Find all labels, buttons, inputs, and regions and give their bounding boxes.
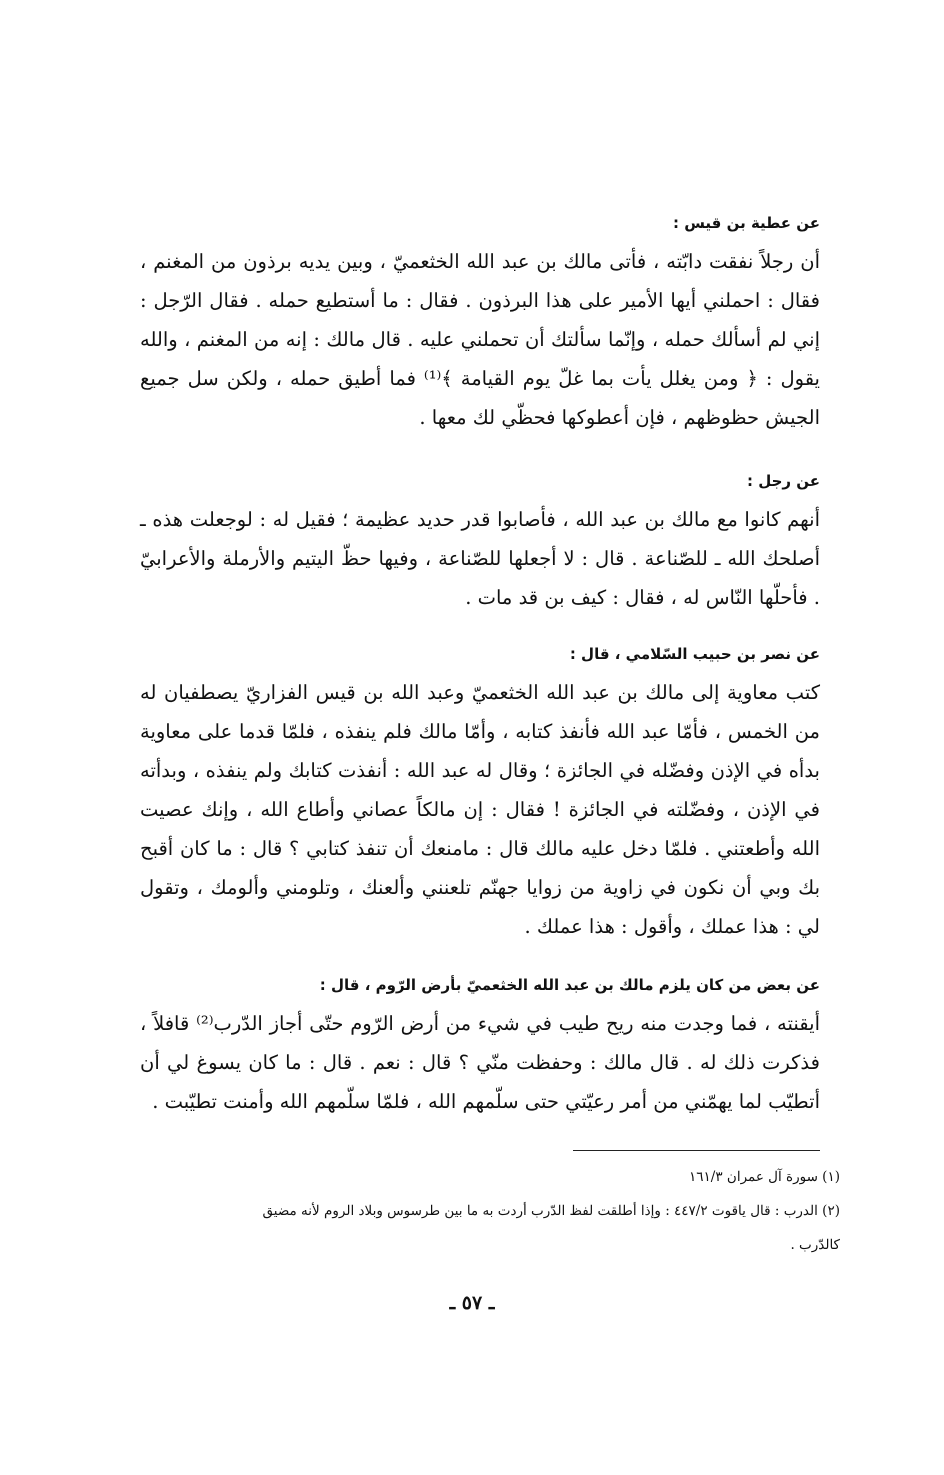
- section-heading: عن رجل :: [746, 472, 820, 490]
- section-heading: عن بعض من كان يلزم مالك بن عبد الله الخثعميّ بأرض الرّوم ، قال :: [319, 976, 820, 994]
- section-1: [140, 212, 820, 437]
- section-text: أن رجلاً نفقت دابّته ، فأتى مالك بن عبد الله الخثعميّ ، وبين يديه برذون من المغنم ، فقال : احملني أيها الأمير على هذا البرذون . فقال : ما أستطيع حمله . فقال الرّجل : إني لم أسألك حمله ، وإنّما سألتك أن تحملني عليه . قال مالك : إنه من المغنم ، والله يقول : ﴿ ومن يغلل يأت بما غلّ يوم القيامة ﴾⁽¹⁾ فما أطيق حمله ، ولكن سل جميع الجيش حظوظهم ، فإن أعطوكها فحظّي لك معها .: [140, 250, 820, 429]
- section-text: أيقنته ، فما وجدت منه ريح طيب في شيء من أرض الرّوم حتّى أجاز الدّرب⁽²⁾ قافلاً ، فذكرت ذلك له . قال مالك : وحفظت منّي ؟ قال : نعم . قال : ما كان يسوغ لي أن أتطيّب لما يهمّني من أمر رعيّتي حتى سلّمهم الله ، فلمّا سلّمهم الله وأمنت تطيّبت .: [140, 1012, 820, 1113]
- footnote: (١) سورة آل عمران ١٦١/٣: [689, 1169, 840, 1185]
- footnote: (٢) الدرب : قال ياقوت ٤٤٧/٢ : وإذا أطلقت لفظ الدّرب أردت به ما بين طرسوس وبلاد الروم لأنه مضيق: [262, 1203, 840, 1219]
- footnotes: [140, 1160, 840, 1262]
- section-heading: عن عطية بن قيس :: [673, 214, 820, 232]
- section-text: كتب معاوية إلى مالك بن عبد الله الخثعميّ وعبد الله بن قيس الفزاريّ يصطفيان له من الخمس ، فأمّا عبد الله فأنفذ كتابه ، وأمّا مالك فلم ينفذه ، فلمّا قدما على معاوية بدأه في الإذن وفضّله في الجائزة ؛ وقال له عبد الله : أنفذت كتابك ولم ينفذه ، وبدأته في الإذن ، وفضّلته في الجائزة ! فقال : إن مالكاً عصاني وأطاع الله ، وإنك عصيت الله وأطعتني . فلمّا دخل عليه مالك قال : مامنعك أن تنفذ كتابي ؟ قال : ما كان أقبح بك وبي أن نكون في زاوية من زوايا جهنّم تلعنني وألعنك ، وتلومني وألومك ، وتقول لي : هذا عملك ، وأقول : هذا عملك .: [140, 681, 820, 938]
- section-text: أنهم كانوا مع مالك بن عبد الله ، فأصابوا قدر حديد عظيمة ؛ فقيل له : لوجعلت هذه ـ أصلحك الله ـ للصّناعة . قال : لا أجعلها للصّناعة ، وفيها حظّ اليتيم والأرملة والأعرابيّ . فأحلّها النّاس له ، فقال : كيف بن قد مات .: [140, 508, 820, 609]
- page-number: ـ ٥٧ ـ: [449, 1292, 495, 1314]
- section-4: [140, 974, 820, 1121]
- footnote-continuation: كالدّرب .: [790, 1237, 840, 1253]
- section-3: [140, 643, 820, 946]
- footnote-separator: [573, 1150, 820, 1151]
- section-heading: عن نصر بن حبيب السّلامي ، قال :: [569, 645, 820, 663]
- section-2: [140, 470, 820, 617]
